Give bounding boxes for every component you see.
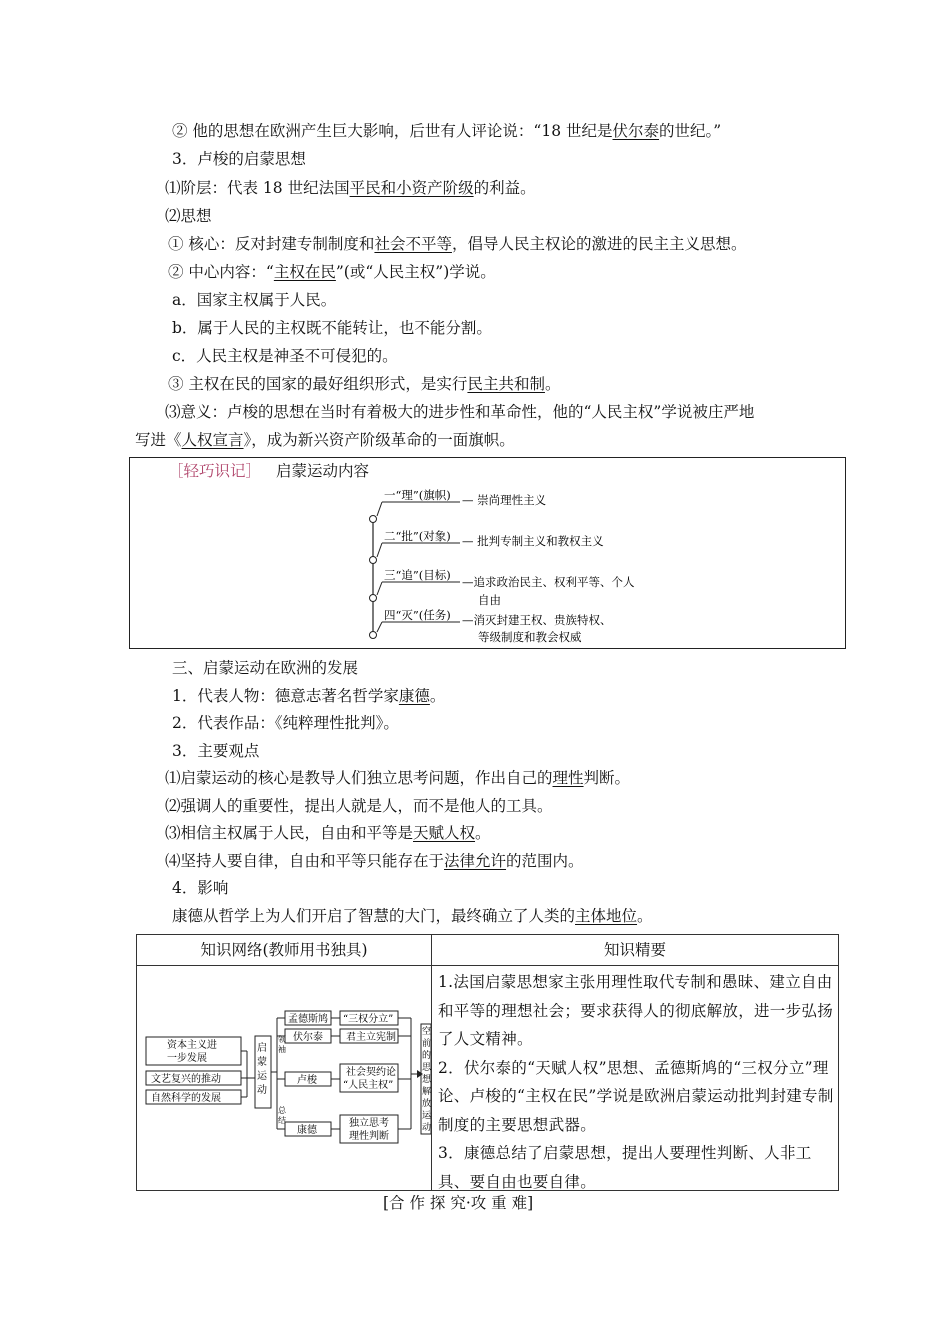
- sum-1: 总: [278, 1106, 286, 1115]
- idea-2: 君主立宪制: [346, 1032, 396, 1043]
- footer-section-title: [合 作 探 究·攻 重 难]: [383, 1194, 534, 1212]
- memo-key-4: 四“灭”(任务): [384, 608, 451, 622]
- idea-1: “三权分立”: [343, 1014, 394, 1025]
- line-voltaire-influence: ② 他的思想在欧洲产生巨大影响，后世有人评论说：“18 世纪是伏尔泰的世纪。”: [172, 122, 722, 140]
- line-central: ② 中心内容：“主权在民”(或“人民主权”)学说。: [168, 263, 496, 281]
- result-5: 想: [422, 1075, 431, 1085]
- cause-3: 自然科学的发展: [151, 1093, 221, 1104]
- summary-text: 1.法国启蒙思想家主张用理性取代专制和愚昧、建立自由和平等的理想社会；要求获得人的彻底解放，进一步弘扬了人文精神。 2．伏尔泰的“天赋人权”思想、孟德斯鸠的“三权分立”理论、卢梭的“主权在民”学说是欧洲启蒙运动批判封建专制制度的主要思想武器。 3．康德总结了启蒙思想，提出人要理性判断、人非工具、要自由也要自律。: [438, 973, 834, 1191]
- line-declaration: 写进《人权宣言》，成为新兴资产阶级革命的一面旗帜。: [135, 431, 515, 449]
- result-9: 动: [422, 1123, 431, 1133]
- result-6: 解: [422, 1087, 431, 1097]
- blank-kant: 康德: [398, 687, 430, 705]
- memo-val-2: — 批判专制主义和教权主义: [462, 534, 604, 548]
- tree-branch-2: [370, 529, 605, 564]
- line-a: a．国家主权属于人民。: [172, 291, 337, 309]
- line-republic: ③ 主权在民的国家的最好组织形式，是实行民主共和制。: [168, 375, 561, 393]
- blank-inequality: 社会不平等: [374, 235, 452, 253]
- section3-p3: 3．主要观点: [172, 742, 260, 760]
- tree-node: [370, 595, 377, 602]
- section3-p7: ⑷坚持人要自律，自由和平等只能存在于法律允许的范围内。: [165, 852, 584, 870]
- cause-2: 文艺复兴的推动: [151, 1074, 221, 1085]
- table-head-left: 知识网络(教师用书独具): [136, 934, 432, 966]
- blank-republic: 民主共和制: [467, 375, 545, 393]
- table-head-right: 知识精要: [431, 934, 839, 966]
- result-3: 的: [422, 1051, 431, 1061]
- result-7: 放: [422, 1099, 431, 1109]
- core-1: 启: [257, 1043, 267, 1054]
- section3-heading: 三、启蒙运动在欧洲的发展: [172, 659, 359, 677]
- tree-node: [370, 632, 377, 639]
- section3-p6: ⑶相信主权属于人民，自由和平等是天赋人权。: [165, 824, 491, 842]
- idea-3: 社会契约论: [346, 1067, 396, 1078]
- memo-key-3: 三“追”(目标): [384, 568, 451, 582]
- table-cell-summary: [431, 965, 839, 1191]
- heading-rousseau: 3．卢梭的启蒙思想: [172, 150, 306, 168]
- memo-tree: [130, 458, 845, 648]
- memo-key-1: 一“理”(旗帜): [384, 488, 451, 502]
- summary-table: [136, 934, 839, 1191]
- section3-p8: 4．影响: [172, 879, 229, 897]
- blank-voltaire: 伏尔泰: [612, 122, 660, 140]
- memo-val-3a: —追求政治民主、权利平等、个人: [462, 575, 635, 589]
- memo-title: 启蒙运动内容: [275, 462, 369, 480]
- section3-p9: 康德从哲学上为人们开启了智慧的大门，最终确立了人类的主体地位。: [172, 907, 653, 925]
- core-2: 蒙: [257, 1057, 267, 1068]
- lead-1: 领: [278, 1035, 286, 1044]
- lead-2: 袖: [278, 1045, 286, 1054]
- line-c: c．人民主权是神圣不可侵犯的。: [172, 347, 398, 365]
- core-3: 运: [257, 1071, 267, 1082]
- cause-1b: 一步发展: [167, 1053, 207, 1064]
- blank-subject: 主体地位: [575, 907, 638, 925]
- result-4: 思: [422, 1063, 431, 1073]
- section3-p5: ⑵强调人的重要性，提出人就是人，而不是他人的工具。: [165, 797, 553, 815]
- knowledge-diagram: [137, 966, 431, 1190]
- memo-box: [129, 457, 846, 649]
- result-8: 运: [422, 1111, 431, 1121]
- section3-p4: ⑴启蒙运动的核心是教导人们独立思考问题，作出自己的理性判断。: [165, 769, 631, 787]
- core-4: 动: [257, 1085, 267, 1096]
- blank-natural-rights: 天赋人权: [413, 824, 476, 842]
- memo-val-1: — 崇尚理性主义: [462, 493, 547, 507]
- line-significance: ⑶意义：卢梭的思想在当时有着极大的进步性和革命性，他的“人民主权”学说被庄严地: [165, 403, 755, 421]
- tree-branch-1: [370, 488, 547, 523]
- result-2: 前: [422, 1039, 431, 1049]
- tree-node: [370, 516, 377, 523]
- blank-declaration: 人权宣言: [181, 431, 244, 449]
- memo-key-2: 二“批”(对象): [384, 529, 451, 543]
- blank-reason: 理性: [552, 769, 584, 787]
- cause-1a: 资本主义进: [167, 1040, 217, 1051]
- blank-law: 法律允许: [444, 852, 507, 870]
- memo-val-4b: 等级制度和教会权威: [478, 630, 582, 644]
- person-4: 康德: [297, 1125, 317, 1136]
- idea-4: “人民主权”: [343, 1080, 394, 1091]
- person-1: 孟德斯鸠: [288, 1014, 328, 1025]
- tree-node: [370, 557, 377, 564]
- idea-6: 理性判断: [349, 1131, 389, 1142]
- blank-sovereignty: 主权在民: [273, 263, 336, 281]
- memo-tag: ［轻巧识记］: [168, 462, 262, 480]
- section3-p1: 1．代表人物：德意志著名哲学家康德。: [172, 687, 446, 705]
- tree-branch-4: [370, 608, 612, 644]
- line-core: ① 核心：反对封建专制制度和社会不平等，倡导人民主权论的激进的民主主义思想。: [168, 235, 747, 253]
- line-b: b．属于人民的主权既不能转让，也不能分割。: [172, 319, 492, 337]
- line-thought: ⑵思想: [165, 207, 212, 225]
- person-2: 伏尔泰: [293, 1032, 323, 1043]
- memo-val-4a: —消灭封建王权、贵族特权、: [462, 613, 612, 627]
- sum-2: 结: [278, 1116, 286, 1125]
- line-class: ⑴阶层：代表 18 世纪法国平民和小资产阶级的利益。: [165, 179, 536, 197]
- result-1: 空: [422, 1027, 431, 1037]
- memo-val-3b: 自由: [478, 593, 501, 607]
- tree-branch-3: [370, 568, 635, 607]
- section3-p2: 2．代表作品：《纯粹理性批判》。: [172, 714, 399, 732]
- idea-5: 独立思考: [349, 1118, 389, 1129]
- person-3: 卢梭: [297, 1075, 317, 1086]
- table-cell-diagram: [136, 965, 432, 1191]
- blank-class: 平民和小资产阶级: [349, 179, 474, 197]
